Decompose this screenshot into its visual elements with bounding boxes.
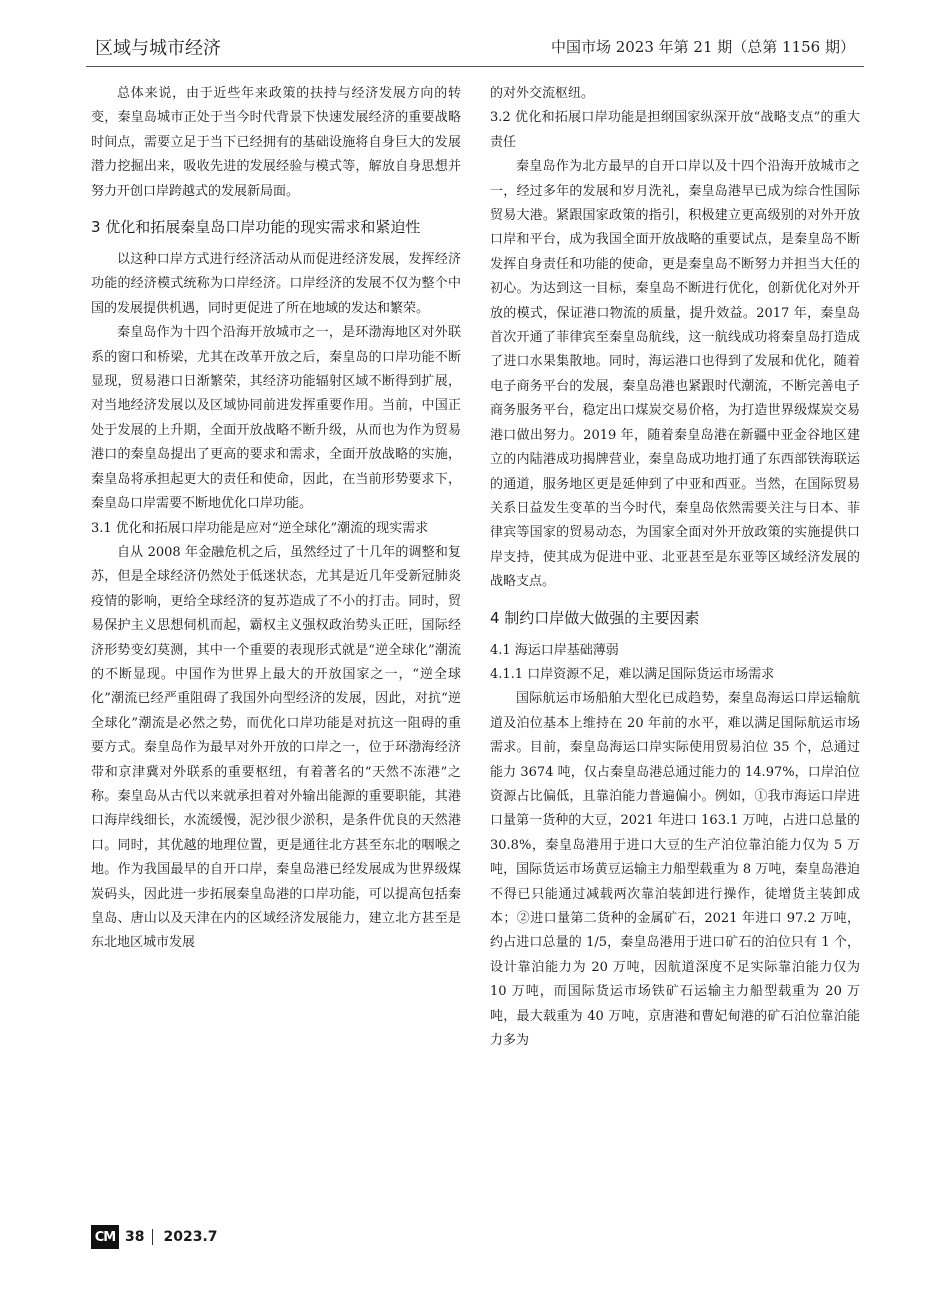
subsection-heading-4-1-1: 4.1.1 口岸资源不足，难以满足国际货运市场需求 [490, 666, 775, 682]
paragraph: 总体来说，由于近些年来政策的扶持与经济发展方向的转变，秦皇岛城市正处于当今时代背景下快速发展经济的重要战略时间点，需要立足于当下已经拥有的基础设施将自身巨大的发展潜力挖掘出来，吸收先进的发展经验与模式等，解放自身思想并努力开创口岸跨越式的发展新局面。 [91, 86, 461, 199]
paragraph-continuation: 的对外交流枢纽。 [490, 86, 595, 101]
header-divider [86, 66, 864, 67]
subsection-heading-3-2: 3.2 优化和拓展口岸功能是担纲国家纵深开放“战略支点”的重大责任 [490, 110, 860, 150]
page-footer [91, 1224, 218, 1250]
running-head-section: 区域与城市经济 [95, 38, 221, 59]
issue-date: 2023.7 [163, 1229, 218, 1245]
paragraph: 秦皇岛作为十四个沿海开放城市之一，是环渤海地区对外联系的窗口和桥梁，尤其在改革开放之后，秦皇岛的口岸功能不断显现，贸易港口日渐繁荣，其经济功能辐射区域不断得到扩展，对当地经济发展以及区域协同前进发挥重要作用。当前，中国正处于发展的上升期，全面开放战略不断升级，从而也为作为贸易港口的秦皇岛提出了更高的要求和需求，全面开放战略的实施，秦皇岛将承担起更大的责任和使命，因此，在当前形势要求下，秦皇岛口岸需要不断地优化口岸功能。 [91, 325, 461, 512]
page-number: 38 [125, 1229, 153, 1245]
paragraph: 国际航运市场船舶大型化已成趋势，秦皇岛海运口岸运输航道及泊位基本上维持在 20 年前的水平，难以满足国际航运市场需求。目前，秦皇岛海运口岸实际使用贸易泊位 35 个，总通过能力 3674 吨，仅占秦皇岛港总通过能力的 14.97%，口岸泊位资源占比偏低，且靠泊能力普遍偏小。例如，①我市海运口岸进口量第一货种的大豆，2021 年进口 163.1 万吨，占进口总量的 30.8%，秦皇岛港用于进口大豆的生产泊位靠泊能力仅为 5 万吨，国际货运市场黄豆运输主力船型载重为 8 万吨，秦皇岛港迫不得已只能通过减载两次靠泊装卸进行操作，徒增货主装卸成本；②进口量第二货种的金属矿石，2021 年进口 97.2 万吨，约占进口总量的 1/5，秦皇岛港用于进口矿石的泊位只有 1 个，设计靠泊能力为 20 万吨，因航道深度不足实际靠泊能力仅为 10 万吨，而国际货运市场铁矿石运输主力船型载重为 20 万吨，最大载重为 40 万吨，京唐港和曹妃甸港的矿石泊位靠泊能力多为 [490, 691, 860, 1049]
paragraph: 自从 2008 年金融危机之后，虽然经过了十几年的调整和复苏，但是全球经济仍然处于低迷状态，尤其是近几年受新冠肺炎疫情的影响，更给全球经济的复苏造成了不小的打击。同时，贸易保护主义思想伺机而起，霸权主义强权政治势头正旺，国际经济形势变幻莫测，其中一个重要的表现形式就是“逆全球化”潮流的不断显现。中国作为世界上最大的开放国家之一，“逆全球化”潮流已经严重阻碍了我国外向型经济的发展，因此，对抗“逆全球化”潮流是必然之势，而优化口岸功能是对抗这一阻碍的重要方式。秦皇岛作为最早对外开放的口岸之一，位于环渤海经济带和京津冀对外联系的重要枢纽，有着著名的“天然不冻港”之称。秦皇岛从古代以来就承担着对外输出能源的重要职能，其港口海岸线细长，水流缓慢，泥沙很少淤积，是条件优良的天然港口。同时，其优越的地理位置，更是通往北方甚至东北的咽喉之地。作为我国最早的自开口岸，秦皇岛港已经发展成为世界级煤炭码头，因此进一步拓展秦皇岛港的口岸功能，可以提高包括秦皇岛、唐山以及天津在内的区域经济发展能力，建立北方甚至是东北地区城市发展 [91, 544, 461, 951]
journal-logo: CM [91, 1225, 119, 1249]
paragraph: 以这种口岸方式进行经济活动从而促进经济发展，发挥经济功能的经济模式统称为口岸经济。口岸经济的发展不仅为整个中国的发展提供机遇，同时更促进了所在地域的发达和繁荣。 [91, 252, 461, 316]
section-heading-4: 4 制约口岸做大做强的主要因素 [490, 608, 700, 627]
subsection-heading-3-1: 3.1 优化和拓展口岸功能是应对“逆全球化”潮流的现实需求 [91, 520, 429, 536]
subsection-heading-4-1: 4.1 海运口岸基础薄弱 [490, 642, 619, 658]
section-heading-3: 3 优化和拓展秦皇岛口岸功能的现实需求和紧迫性 [91, 218, 421, 237]
left-column [91, 82, 461, 956]
running-head-journal-issue: 中国市场 2023 年第 21 期（总第 1156 期） [550, 38, 855, 56]
paragraph: 秦皇岛作为北方最早的自开口岸以及十四个沿海开放城市之一，经过多年的发展和岁月洗礼，秦皇岛港早已成为综合性国际贸易大港。紧跟国家政策的指引，积极建立更高级别的对外开放口岸和平台，成为我国全面开放战略的重要试点，是秦皇岛不断发挥自身责任和功能的使命，更是秦皇岛不断努力并担当大任的初心。为达到这一目标，秦皇岛不断进行优化，创新优化对外开放的模式，保证港口物流的质量，提升效益。2017 年，秦皇岛首次开通了菲律宾至秦皇岛航线，这一航线成功将秦皇岛打造成了进口水果集散地。同时，海运港口也得到了发展和优化，随着电子商务平台的发展，秦皇岛港也紧跟时代潮流，不断完善电子商务服务平台，稳定出口煤炭交易价格，为打造世界级煤炭交易港口做出努力。2019 年，随着秦皇岛港在新疆中亚金谷地区建立的内陆港成功揭牌营业，秦皇岛成功地打通了东西部铁海联运的通道，服务地区更是延伸到了中亚和西亚。当然，在国际贸易关系日益发生变革的当今时代，秦皇岛依然需要关注与日本、菲律宾等国家的贸易动态，为国家全面对外开放政策的实施提供口岸支持，使其成为促进中亚、北亚甚至是东亚等区域经济发展的战略支点。 [490, 159, 860, 590]
right-column [490, 82, 860, 1053]
